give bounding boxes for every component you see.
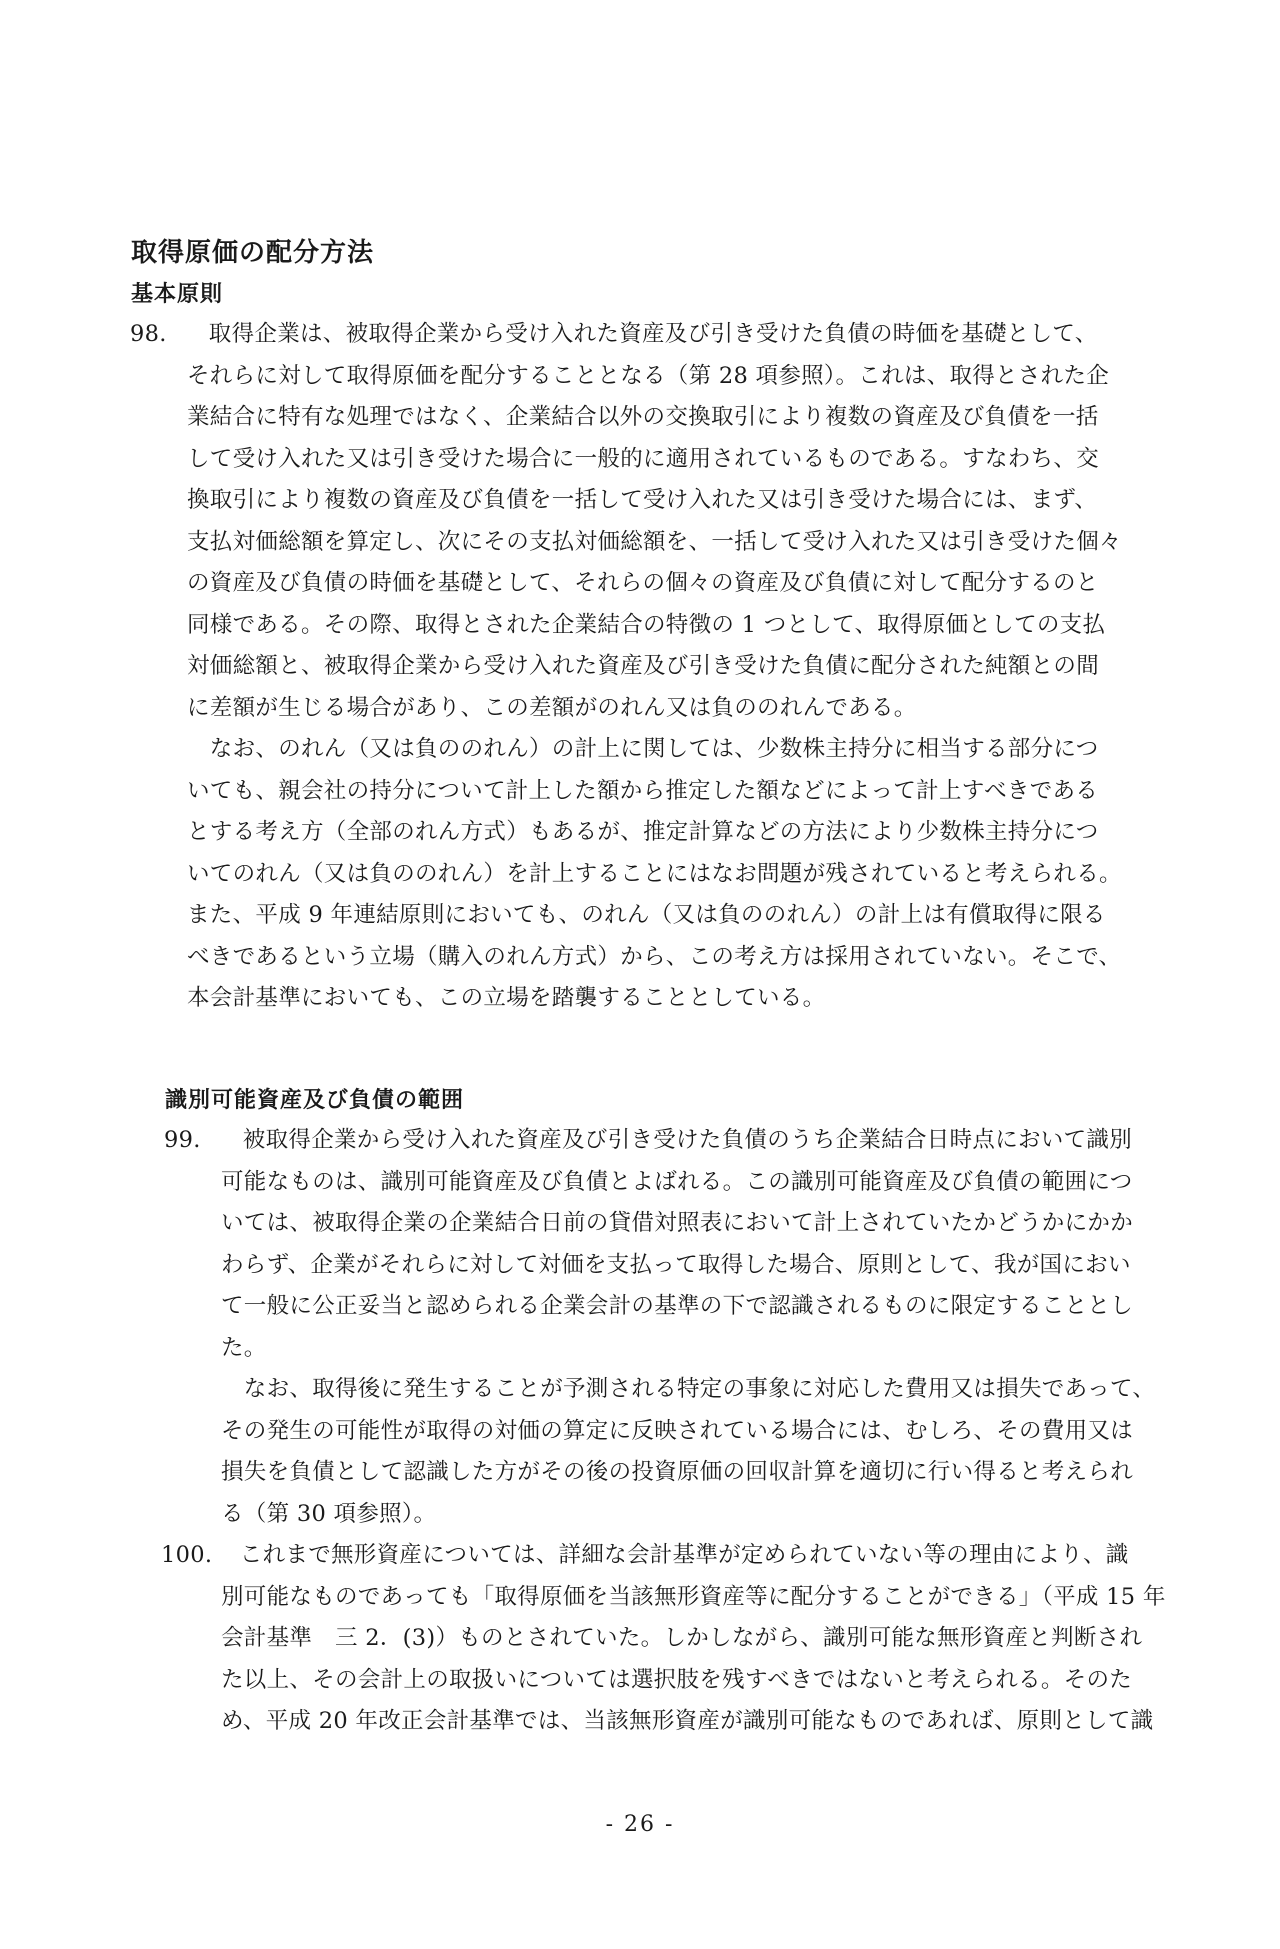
- paragraph-line: とする考え方（全部のれん方式）もあるが、推定計算などの方法により少数株主持分につ: [187, 819, 1099, 845]
- paragraph-line: いても、親会社の持分について計上した額から推定した額などによって計上すべきである: [187, 777, 1099, 804]
- paragraph-line: いては、被取得企業の企業結合日前の貸借対照表において計上されていたかどうかにかか: [221, 1210, 1134, 1236]
- paragraph-line: なお、取得後に発生することが予測される特定の事象に対応した費用又は損失であって、: [221, 1376, 1156, 1402]
- paragraph-line: た。: [221, 1334, 267, 1361]
- paragraph-line: べきであるという立場（購入のれん方式）から、この考え方は採用されていない。そこで、: [187, 943, 1122, 970]
- paragraph-line: わらず、企業がそれらに対して対価を支払って取得した場合、原則として、我が国におい: [221, 1251, 1131, 1278]
- paragraph-99: [164, 1120, 1156, 1535]
- paragraph-100: [161, 1535, 1166, 1743]
- paragraph-line: また、平成 9 年連結原則においても、のれん（又は負ののれん）の計上は有償取得に限る: [187, 902, 1106, 928]
- paragraph-line: 同様である。その際、取得とされた企業結合の特徴の 1 つとして、取得原価としての支払: [187, 611, 1106, 638]
- paragraph-line: その発生の可能性が取得の対価の算定に反映されている場合には、むしろ、その費用又は: [221, 1417, 1134, 1444]
- paragraph-line: た以上、その会計上の取扱いについては選択肢を残すべきではないと考えられる。そのた: [221, 1666, 1133, 1693]
- paragraph-line: る（第 30 項参照）。: [221, 1500, 437, 1527]
- section-heading: 取得原価の配分方法: [131, 238, 375, 268]
- paragraph-line: それらに対して取得原価を配分することとなる（第 28 項参照）。これは、取得とされた企: [187, 362, 1110, 389]
- paragraph-line: 対価総額と、被取得企業から受け入れた資産及び引き受けた負債に配分された純額との間: [187, 653, 1100, 679]
- paragraph-line: 98. 取得企業は、被取得企業から受け入れた資産及び引き受けた負債の時価を基礎として、: [187, 314, 1122, 356]
- paragraph-line: して受け入れた又は引き受けた場合に一般的に適用されているものである。すなわち、交: [187, 445, 1100, 472]
- paragraph-line: に差額が生じる場合があり、この差額がのれん又は負ののれんである。: [187, 694, 917, 721]
- paragraph-number: 98.: [130, 321, 167, 347]
- paragraph-line: なお、のれん（又は負ののれん）の計上に関しては、少数株主持分に相当する部分につ: [187, 736, 1099, 762]
- paragraph-number: 99.: [164, 1127, 201, 1153]
- paragraph-line: 本会計基準においても、この立場を踏襲することとしている。: [187, 985, 826, 1011]
- subsection-heading-identifiable-assets: 識別可能資産及び負債の範囲: [165, 1088, 465, 1113]
- page-number: - 26 -: [605, 1812, 675, 1837]
- paragraph-line: いてのれん（又は負ののれん）を計上することにはなお問題が残されていると考えられる。: [187, 860, 1122, 887]
- paragraph-line: 支払対価総額を算定し、次にその支払対価総額を、一括して受け入れた又は引き受けた個々: [187, 528, 1122, 555]
- paragraph-line: 99. 被取得企業から受け入れた資産及び引き受けた負債のうち企業結合日時点において識別: [221, 1120, 1155, 1162]
- paragraph-line: 100. これまで無形資産については、詳細な会計基準が定められていない等の理由により、識: [221, 1535, 1166, 1577]
- subsection-heading-basic-principle: 基本原則: [131, 282, 224, 307]
- paragraph-line: て一般に公正妥当と認められる企業会計の基準の下で認識されるものに限定することとし: [221, 1293, 1134, 1319]
- paragraph-line: 業結合に特有な処理ではなく、企業結合以外の交換取引により複数の資産及び負債を一括: [187, 404, 1099, 430]
- paragraph-number: 100.: [161, 1542, 213, 1568]
- paragraph-line: 損失を負債として認識した方がその後の投資原価の回収計算を適切に行い得ると考えられ: [221, 1459, 1134, 1485]
- paragraph-line: の資産及び負債の時価を基礎として、それらの個々の資産及び負債に対して配分するのと: [187, 570, 1099, 596]
- paragraph-line: 別可能なものであっても「取得原価を当該無形資産等に配分することができる」（平成 15 年: [221, 1583, 1166, 1610]
- paragraph-line: 換取引により複数の資産及び負債を一括して受け入れた又は引き受けた場合には、まず、: [187, 487, 1098, 513]
- paragraph-line: め、平成 20 年改正会計基準では、当該無形資産が識別可能なものであれば、原則として識: [221, 1708, 1154, 1734]
- paragraph-line: 可能なものは、識別可能資産及び負債とよばれる。この識別可能資産及び負債の範囲につ: [221, 1168, 1133, 1195]
- paragraph-line: 会計基準 三 2．(3)）ものとされていた。しかしながら、識別可能な無形資産と判断され: [221, 1625, 1143, 1651]
- paragraph-98: [130, 314, 1122, 1020]
